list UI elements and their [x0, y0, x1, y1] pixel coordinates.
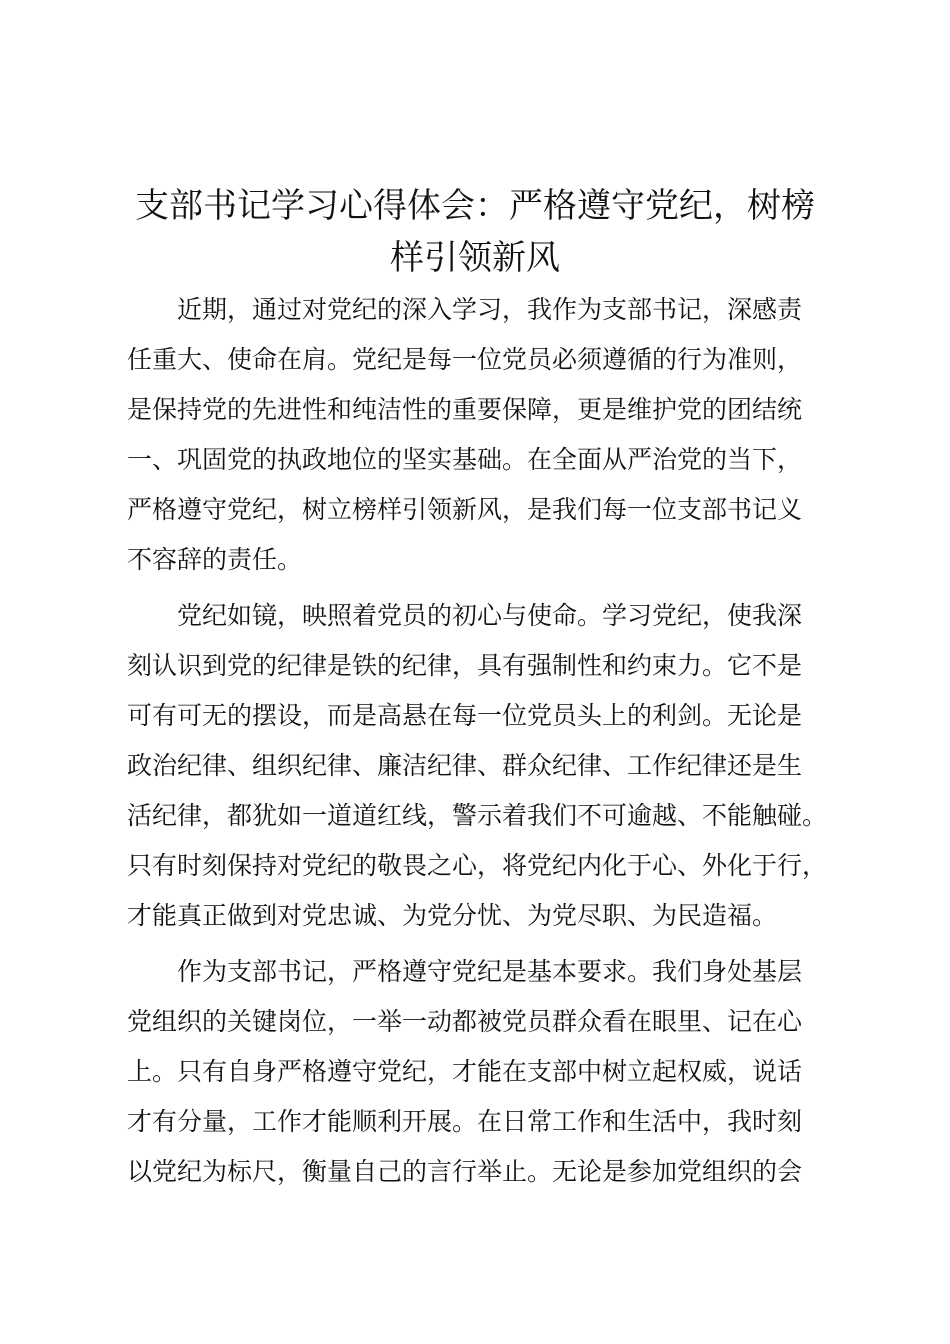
text-line: 刻认识到党的纪律是铁的纪律，具有强制性和约束力。它不是 — [127, 651, 803, 680]
text-line: 近期，通过对党纪的深入学习，我作为支部书记，深感责 — [177, 295, 803, 324]
paragraph-1 — [127, 285, 847, 585]
paragraph-2 — [127, 591, 847, 941]
text-line: 上。只有自身严格遵守党纪，才能在支部中树立起权威，说话 — [127, 1057, 803, 1086]
text-line: 作为支部书记，严格遵守党纪是基本要求。我们身处基层 — [177, 957, 803, 986]
text-line: 才能真正做到对党忠诚、为党分忧、为党尽职、为民造福。 — [127, 901, 778, 930]
text-line: 以党纪为标尺，衡量自己的言行举止。无论是参加党组织的会 — [127, 1157, 803, 1186]
text-line: 党组织的关键岗位，一举一动都被党员群众看在眼里、记在心 — [127, 1007, 803, 1036]
text-line: 是保持党的先进性和纯洁性的重要保障，更是维护党的团结统 — [127, 395, 803, 424]
document-body — [127, 285, 847, 1203]
text-line: 严格遵守党纪，树立榜样引领新风，是我们每一位支部书记义 — [127, 495, 803, 524]
text-line: 可有可无的摆设，而是高悬在每一位党员头上的利剑。无论是 — [127, 701, 803, 730]
document-title — [110, 180, 840, 284]
text-line: 活纪律，都犹如一道道红线，警示着我们不可逾越、不能触碰。 — [127, 801, 828, 830]
title-line: 支部书记学习心得体会：严格遵守党纪，树榜 — [135, 186, 815, 226]
text-line: 不容辞的责任。 — [127, 545, 303, 574]
title-line: 样引领新风 — [390, 238, 560, 278]
text-line: 任重大、使命在肩。党纪是每一位党员必须遵循的行为准则， — [127, 345, 803, 374]
text-line: 才有分量，工作才能顺利开展。在日常工作和生活中，我时刻 — [127, 1107, 803, 1136]
text-line: 一、巩固党的执政地位的坚实基础。在全面从严治党的当下， — [127, 445, 803, 474]
paragraph-3 — [127, 947, 847, 1197]
text-line: 党纪如镜，映照着党员的初心与使命。学习党纪，使我深 — [177, 601, 803, 630]
text-line: 只有时刻保持对党纪的敬畏之心，将党纪内化于心、外化于行， — [127, 851, 828, 880]
text-line: 政治纪律、组织纪律、廉洁纪律、群众纪律、工作纪律还是生 — [127, 751, 803, 780]
